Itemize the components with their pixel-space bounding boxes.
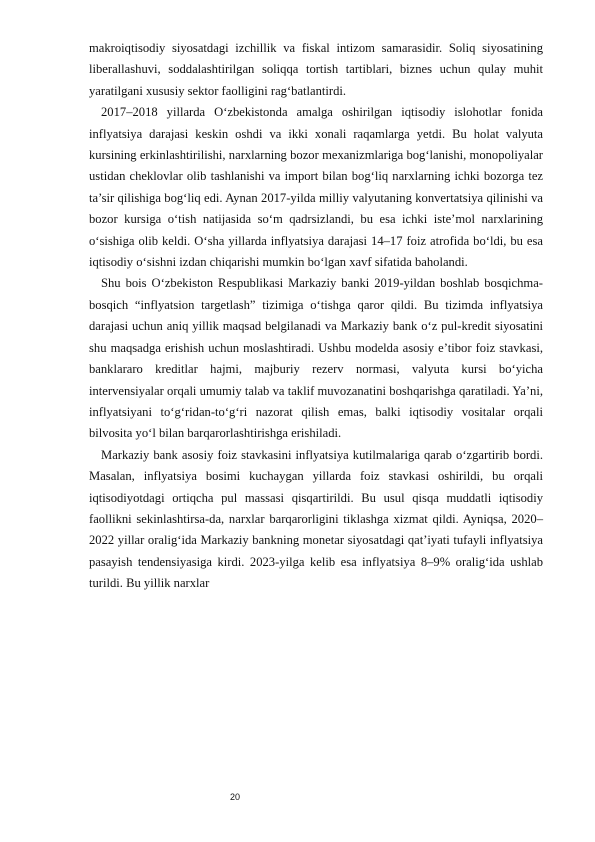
page-number: 20 bbox=[230, 792, 241, 802]
paragraph-inflation-targeting: Shu bois O‘zbekiston Respublikasi Markaziy banki 2019-yildan boshlab bosqichma-bosqich “inflyatsion targetlash” tizimiga o‘tishga qaror qildi. Bu tizimda inflyatsiya darajasi uchun aniq yillik maqsad belgilanadi va Markaziy bank o‘z pul-kredit siyosatini shu maqsadga erishish uchun moslashtiradi. Ushbu modelda asosiy e’tibor foiz stavkasi, banklararo kreditlar hajmi, majburiy rezerv normasi, valyuta kursi bo‘yicha intervensiyalar orqali umumiy talab va taklif muvozanatini boshqarishga qaratiladi. Ya’ni, inflyatsiyani to‘g‘ridan-to‘g‘ri nazorat qilish emas, balki iqtisodiy vositalar orqali bilvosita yo‘l bilan barqarorlashtirishga erishiladi. bbox=[89, 276, 543, 441]
paragraph-policy-rate: Markaziy bank asosiy foiz stavkasini inflyatsiya kutilmalariga qarab o‘zgartirib bordi. Masalan, inflyatsiya bosimi kuchaygan yillarda foiz stavkasi oshirildi, bu orqali iqtisodiyotdagi ortiqcha pul massasi qisqartirildi. Bu usul qisqa muddatli iqtisodiy faollikni sekinlashtirsa-da, narxlar barqarorligini tiklashga xizmat qildi. Ayniqsa, 2020–2022 yillar oralig‘ida Markaziy bankning monetar siyosatdagi qat’iyati tufayli inflyatsiya pasayish tendensiyasiga kirdi. 2023-yilga kelib esa inflyatsiya 8–9% oralig‘ida ushlab turildi. Bu yillik narxlar bbox=[89, 447, 543, 591]
paragraph-inflation-2017-2018: 2017–2018 yillarda O‘zbekistonda amalga oshirilgan iqtisodiy islohotlar fonida inflyatsiya darajasi keskin oshdi va ikki xonali raqamlarga yetdi. Bu holat valyuta kursining erkinlashtirilishi, narxlarning bozor mexanizmlariga bog‘lanishi, monopoliyalar ustidan cheklovlar olib tashlanishi va import bilan bog‘liq narxlarning ichki bozorga tez ta’sir qilishiga bog‘liq edi. Aynan 2017-yilda milliy valyutaning konvertatsiya qilinishi va bozor kursiga o‘tish natijasida so‘m qadrsizlandi, bu esa ichki iste’mol narxlarining o‘sishiga olib keldi. O‘sha yillarda inflyatsiya darajasi 14–17 foiz atrofida bo‘ldi, bu esa iqtisodiy o‘sishni izdan chiqarishi mumkin bo‘lgan xavf sifatida baholandi. bbox=[89, 105, 543, 270]
body-text bbox=[89, 38, 543, 595]
paragraph-continuation: makroiqtisodiy siyosatdagi izchillik va fiskal intizom samarasidir. Soliq siyosatining liberallashuvi, soddalashtirilgan soliqqa tortish tartiblari, biznes uchun qulay muhit yaratilgani xususiy sektor faolligini rag‘batlantirdi. bbox=[89, 41, 543, 98]
